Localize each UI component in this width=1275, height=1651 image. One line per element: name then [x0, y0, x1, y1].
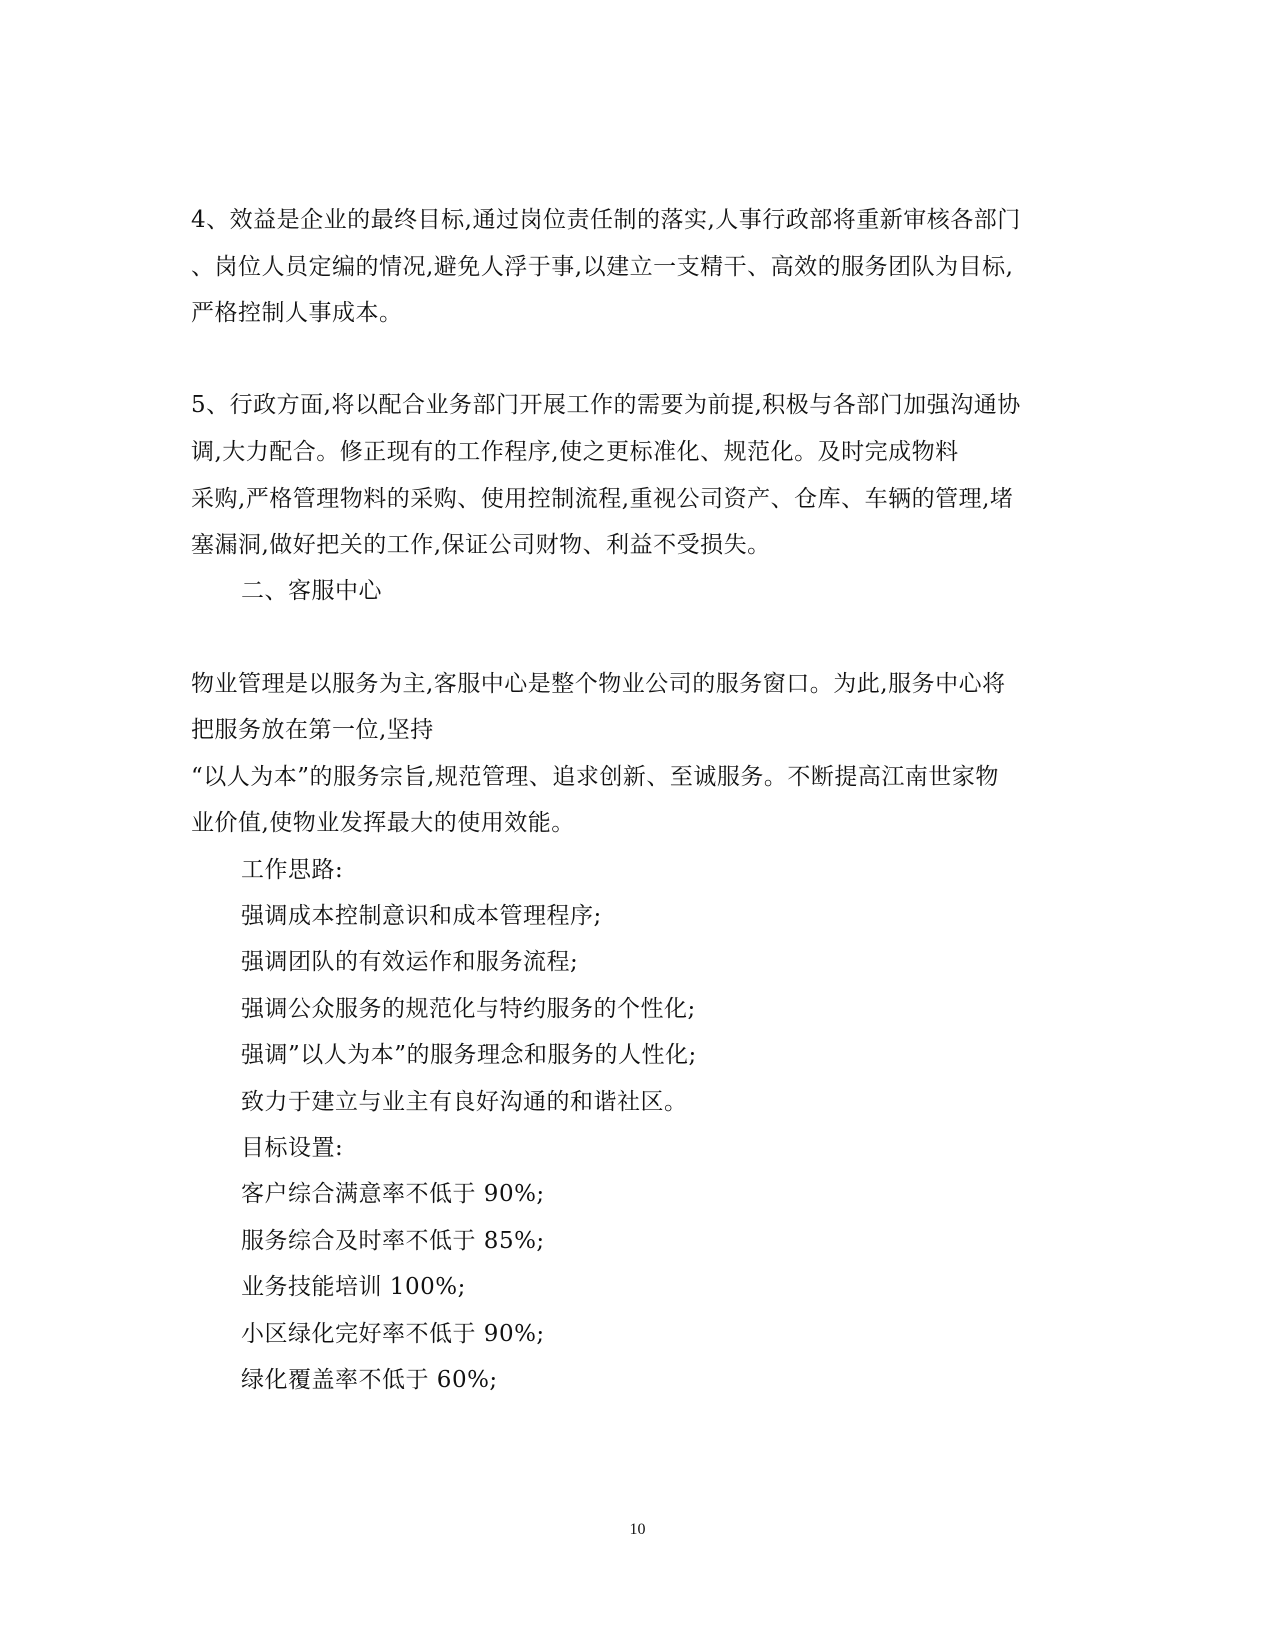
intro-line-3: “以人为本”的服务宗旨,规范管理、追求创新、至诚服务。不断提高江南世家物 — [191, 764, 999, 790]
intro-line-2: 把服务放在第一位,坚持 — [191, 717, 434, 743]
target-item: 业务技能培训 100%; — [241, 1274, 466, 1300]
paragraph-5-line-1: 5、行政方面,将以配合业务部门开展工作的需要为前提,积极与各部门加强沟通协 — [191, 392, 1021, 418]
intro-line-1: 物业管理是以服务为主,客服中心是整个物业公司的服务窗口。为此,服务中心将 — [191, 671, 1006, 697]
work-idea-item: 强调”以人为本”的服务理念和服务的人性化; — [241, 1042, 697, 1068]
target-item: 小区绿化完好率不低于 90%; — [241, 1321, 545, 1347]
target-item: 客户综合满意率不低于 90%; — [241, 1181, 545, 1207]
section-heading: 二、客服中心 — [241, 578, 382, 604]
targets-label: 目标设置: — [241, 1135, 344, 1161]
paragraph-4-line-2: 、岗位人员定编的情况,避免人浮于事,以建立一支精干、高效的服务团队为目标, — [191, 254, 1014, 280]
target-item: 绿化覆盖率不低于 60%; — [241, 1367, 498, 1393]
work-ideas-label: 工作思路: — [241, 857, 344, 883]
paragraph-5-line-4: 塞漏洞,做好把关的工作,保证公司财物、利益不受损失。 — [191, 532, 771, 558]
page-number: 10 — [629, 1521, 646, 1538]
paragraph-5-line-3: 采购,严格管理物料的采购、使用控制流程,重视公司资产、仓库、车辆的管理,堵 — [191, 486, 1014, 512]
target-item: 服务综合及时率不低于 85%; — [241, 1228, 545, 1254]
intro-line-4: 业价值,使物业发挥最大的使用效能。 — [191, 810, 575, 836]
paragraph-4-line-3: 严格控制人事成本。 — [191, 300, 403, 326]
work-idea-item: 强调成本控制意识和成本管理程序; — [241, 903, 602, 929]
work-idea-item: 强调团队的有效运作和服务流程; — [241, 949, 579, 975]
work-idea-item: 致力于建立与业主有良好沟通的和谐社区。 — [241, 1089, 688, 1115]
paragraph-4-line-1: 4、效益是企业的最终目标,通过岗位责任制的落实,人事行政部将重新审核各部门 — [191, 207, 1021, 233]
paragraph-5-line-2: 调,大力配合。修正现有的工作程序,使之更标准化、规范化。及时完成物料 — [191, 439, 959, 465]
work-idea-item: 强调公众服务的规范化与特约服务的个性化; — [241, 996, 696, 1022]
